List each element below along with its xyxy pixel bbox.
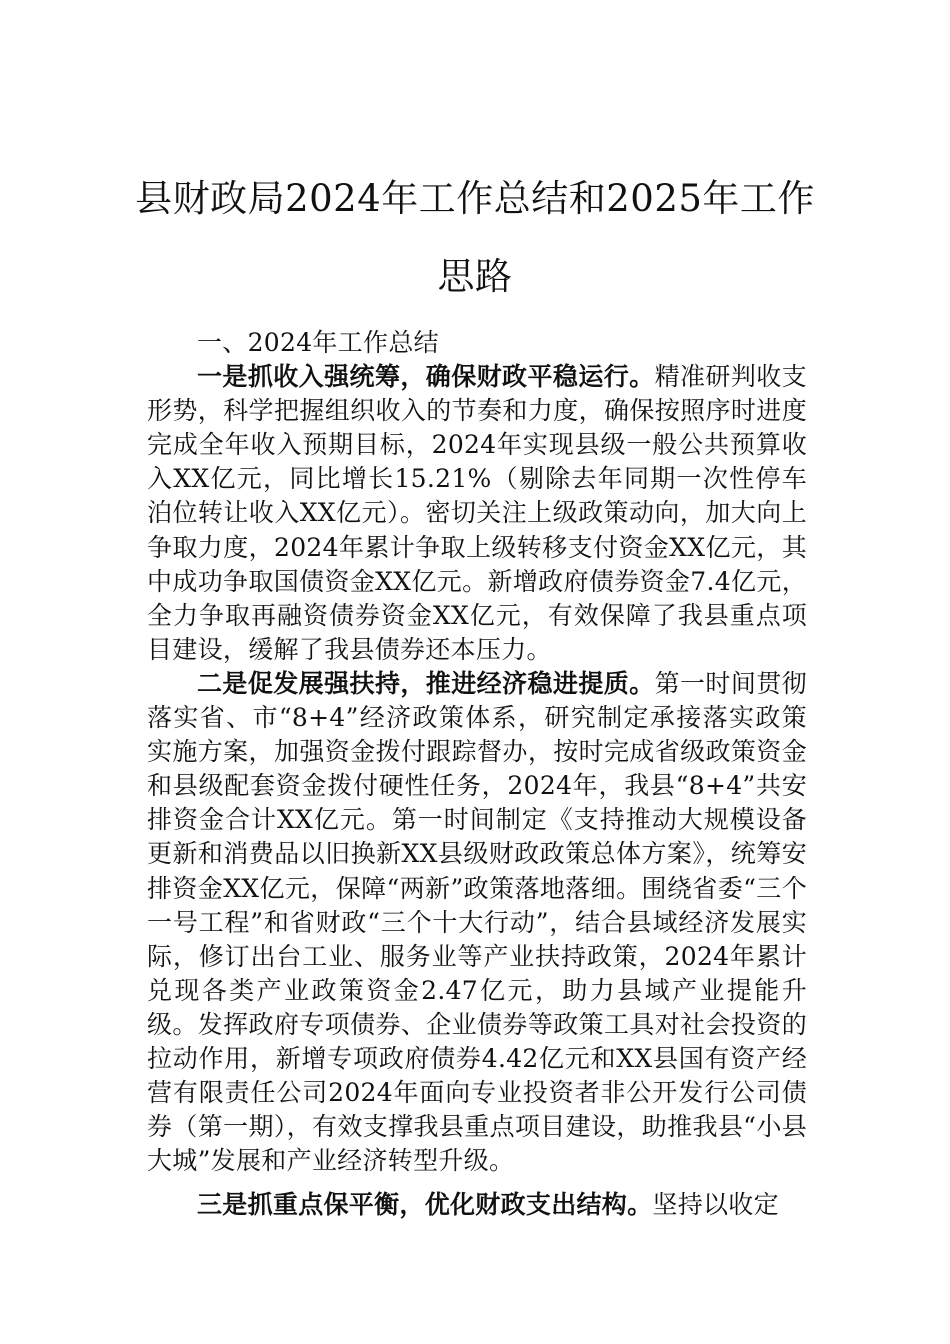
document-title: 县财政局2024年工作总结和2025年工作思路	[135, 177, 815, 298]
paragraph-1-text: 精准研判收支形势，科学把握组织收入的节奏和力度，确保按照序时进度完成全年收入预期目标，2024年实现县级一般公共预算收入XX亿元，同比增长15.21%（剔除去年同期一次性停车泊位转让收入XX亿元）。密切关注上级政策动向，加大向上争取力度，2024年累计争取上级转移支付资金XX亿元，其中成功争取国债资金XX亿元。新增政府债券资金7.4亿元，全力争取再融资债券资金XX亿元，有效保障了我县重点项目建设，缓解了我县债券还本压力。	[147, 362, 807, 664]
paragraph-2	[147, 667, 807, 1178]
section-heading: 一、2024年工作总结	[197, 328, 439, 357]
document-body	[147, 326, 807, 1222]
paragraph-2-text: 第一时间贯彻落实省、市“8+4”经济政策体系，研究制定承接落实政策实施方案，加强资金拨付跟踪督办，按时完成省级政策资金和县级配套资金拨付硬性任务，2024年，我县“8+4”共安排资金合计XX亿元。第一时间制定《支持推动大规模设备更新和消费品以旧换新XX县级财政政策总体方案》，统筹安排资金XX亿元，保障“两新”政策落地落细。围绕省委“三个一号工程”和省财政“三个十大行动”，结合县域经济发展实际，修订出台工业、服务业等产业扶持政策，2024年累计兑现各类产业政策资金2.47亿元，助力县域产业提能升级。发挥政府专项债券、企业债券等政策工具对社会投资的拉动作用，新增专项政府债券4.42亿元和XX县国有资产经营有限责任公司2024年面向专业投资者非公开发行公司债券（第一期），有效支撑我县重点项目建设，助推我县“小县大城”发展和产业经济转型升级。	[147, 668, 807, 1176]
paragraph-3	[147, 1188, 807, 1222]
paragraph-1	[147, 360, 807, 667]
paragraph-3-text: 坚持以收定	[652, 1190, 779, 1220]
paragraph-2-lead: 二是促发展强扶持，推进经济稳进提质。	[197, 668, 655, 698]
paragraph-3-lead: 三是抓重点保平衡，优化财政支出结构。	[197, 1190, 653, 1220]
paragraph-1-lead: 一是抓收入强统筹，确保财政平稳运行。	[197, 362, 655, 392]
